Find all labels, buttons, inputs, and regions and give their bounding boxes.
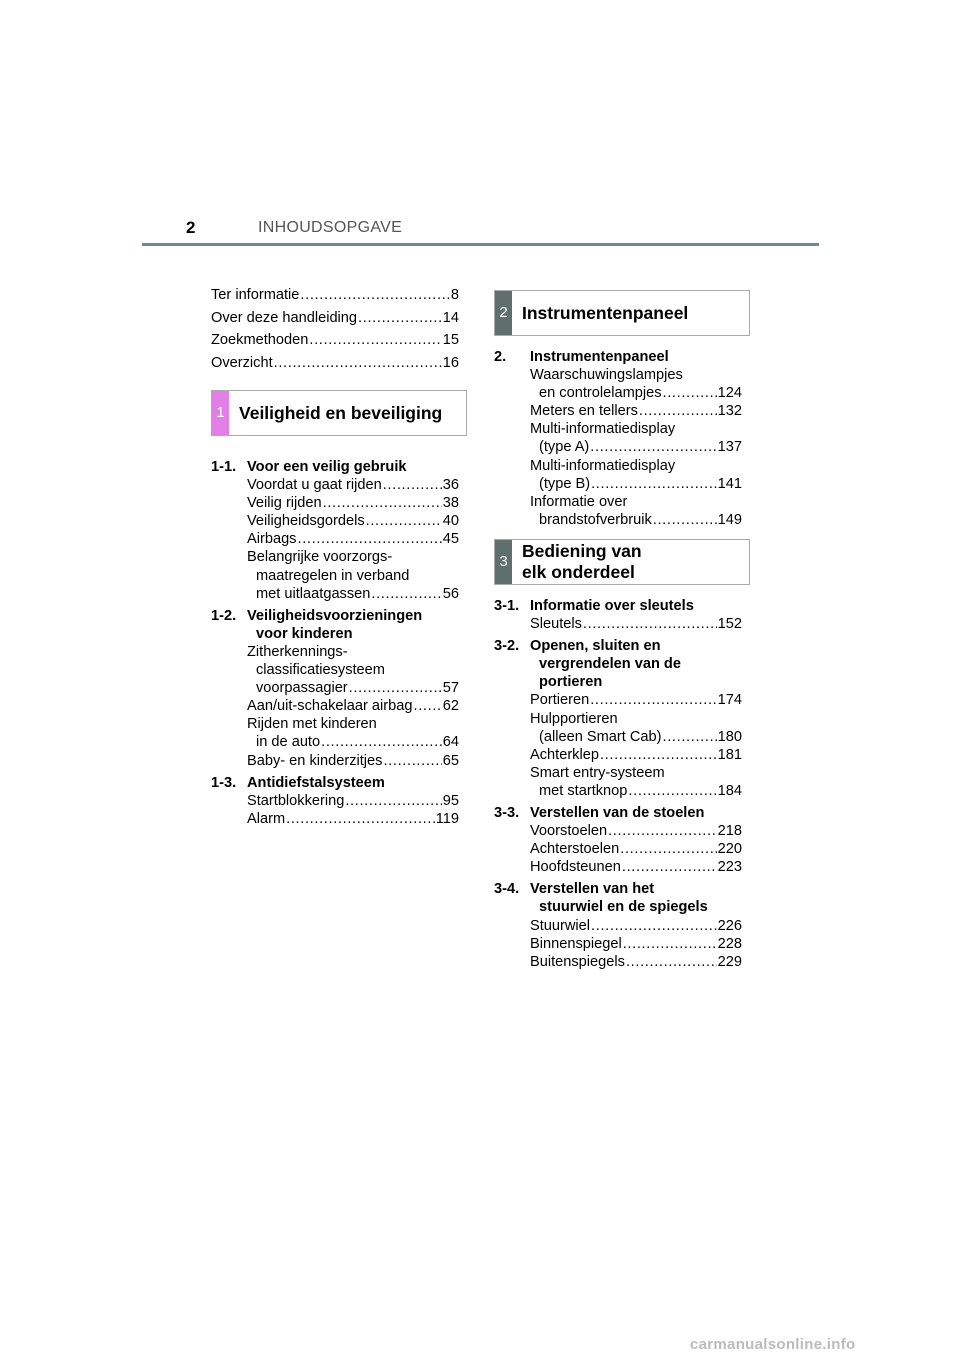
section-title [247,607,459,643]
toc-entry-line [247,530,459,548]
section-title-line: stuurwiel en de spiegels [539,899,708,916]
toc-entry-line [247,494,459,512]
toc-entry-page: 181 [717,746,742,763]
section-1-3 [211,774,459,828]
section-title-line: Openen, sluiten en [530,638,661,655]
toc-entry-page: 56 [442,585,459,602]
toc-entry[interactable] [530,457,742,493]
toc-entry-page: 38 [442,495,459,512]
toc-entry-label: Achterstoelen [530,841,620,858]
page-header [0,0,960,250]
toc-entry-page: 184 [717,782,742,799]
toc-entry-label: Hoofdsteunen [530,859,621,876]
toc-entry[interactable] [247,697,459,715]
toc-entry-label: Zoekmethoden [211,332,309,348]
toc-entry-page: 119 [435,810,459,827]
section-1-1 [211,458,459,603]
toc-entry-label: Rijden met kinderen [247,716,377,733]
section-2 [494,348,742,529]
toc-entry-label: Hulpportieren [530,710,618,727]
leader-dots [639,402,717,420]
toc-entry-page: 95 [442,792,459,809]
toc-entry-page: 149 [717,511,742,528]
toc-entry-line [247,512,459,530]
chapter-title-line: elk onderdeel [522,561,635,582]
leader-dots [286,810,435,828]
toc-entry-page: 36 [442,477,459,494]
section-title-line: Voor een veilig gebruik [247,459,407,475]
section-entries [494,366,742,529]
section-title [530,880,742,916]
toc-entry-page: 229 [717,953,742,970]
toc-entry[interactable] [530,402,742,420]
chapter-title-line: Bediening van [522,540,642,561]
toc-entry-line [530,935,742,953]
section-entries [494,615,742,633]
toc-entry-page: 16 [442,354,459,371]
toc-entry-line [247,643,459,661]
toc-entry-line [530,917,742,935]
section-title-line: Veiligheidsvoorzieningen [247,607,423,624]
toc-left-column [211,286,459,828]
section-number: 3-2. [494,638,520,655]
leader-dots [383,476,442,494]
toc-entry-page: 180 [717,728,742,745]
section-title [247,774,459,792]
section-title [530,348,742,366]
toc-entry-label: voorpassagier [256,680,348,697]
leader-dots [300,286,449,304]
toc-entry-page: 152 [717,616,742,633]
toc-entry-label: met startknop [539,782,628,799]
leader-dots [321,733,442,751]
toc-entry[interactable] [530,691,742,709]
toc-entry-page: 64 [442,734,459,751]
toc-entry-label: Voorstoelen [530,823,608,840]
toc-entry-label: Multi-informatiedisplay [530,421,676,438]
toc-entry-line [530,511,742,529]
toc-entry-page: 132 [717,403,742,420]
toc-entry-page: 40 [442,513,459,530]
toc-entry-line [530,691,742,709]
chapter-number-tab: 2 [495,291,512,335]
toc-entry-line [530,384,742,402]
toc-entry-page: 45 [442,531,459,548]
toc-entry[interactable] [530,764,742,800]
section-entries [494,822,742,876]
leader-dots [309,331,441,349]
section-number: 1-1. [211,459,237,475]
section-3-1 [494,597,742,633]
toc-entry-line [530,402,742,420]
toc-right-column [494,290,742,971]
leader-dots [371,585,441,603]
section-heading[interactable] [494,637,742,691]
toc-entry[interactable] [530,858,742,876]
toc-entry-label: classificatiesysteem [256,662,385,679]
section-title-line: portieren [539,674,603,691]
toc-entry-line [530,746,742,764]
toc-entry[interactable] [530,746,742,764]
toc-entry-label: brandstofverbruik [539,511,652,528]
toc-entry-label: Smart entry-systeem [530,764,665,781]
section-heading[interactable] [494,348,742,366]
toc-entry-label: Meters en tellers [530,403,638,420]
toc-entry-line [530,840,742,858]
toc-entry[interactable] [530,493,742,529]
toc-entry-line [247,715,459,733]
toc-entry-label: Buitenspiegels [530,953,625,970]
leader-dots [591,475,717,493]
toc-entry-page: 14 [442,309,459,326]
toc-entry-line [530,420,742,438]
leader-dots [349,679,442,697]
chapter-title-line: Veiligheid en beveiliging [239,402,443,423]
toc-entry-label: Portieren [530,692,590,709]
page-number: 2 [186,218,196,237]
section-number: 3-1. [494,597,520,614]
watermark: carmanualsonline.info [690,1336,856,1353]
toc-entry-label: Stuurwiel [530,917,591,934]
leader-dots [620,840,716,858]
toc-entry-line [530,475,742,493]
section-heading[interactable] [494,804,742,822]
leader-dots [653,511,717,529]
leader-dots [414,697,442,715]
section-1-2 [211,607,459,770]
section-entries [211,792,459,828]
toc-entry-page: 141 [717,475,742,492]
toc-entry-page: 174 [717,692,742,709]
toc-entry[interactable] [530,953,742,971]
section-3-3 [494,804,742,876]
toc-entry-page: 15 [442,332,459,348]
section-number: 1-3. [211,774,237,791]
toc-entry-page: 228 [717,935,742,952]
toc-entry[interactable] [247,715,459,751]
toc-entry-label: Zitherkennings- [247,643,348,660]
toc-entry-line [530,858,742,876]
section-title [530,637,742,691]
section-heading[interactable] [211,458,459,476]
toc-entry-page: 57 [442,680,459,697]
toc-entry-page: 137 [717,439,742,456]
toc-entry-label: Sleutels [530,616,582,633]
toc-entry-label: Baby- en kinderzitjes [247,752,383,769]
toc-entry-line [247,752,459,770]
toc-entry-label: Veiligheidsgordels [247,513,365,530]
toc-entry-line [247,476,459,494]
toc-entry-line [530,457,742,475]
toc-entry-line [530,710,742,728]
toc-entry-label: in de auto [256,734,321,751]
toc-entry-label: met uitlaatgassen [256,585,371,602]
toc-entry[interactable] [530,822,742,840]
leader-dots [663,384,717,402]
leader-dots [662,728,716,746]
toc-entry-label: (type A) [539,439,590,456]
toc-entry-line [247,661,459,679]
section-heading[interactable] [211,774,459,792]
toc-entry[interactable] [247,512,459,530]
toc-entry-line [530,366,742,384]
toc-entry-page: 220 [717,841,742,858]
leader-dots [358,309,442,327]
leader-dots [323,494,442,512]
toc-entry-label: Alarm [247,810,286,827]
toc-entry[interactable] [247,810,459,828]
section-entries [494,917,742,971]
leader-dots [345,792,441,810]
leader-dots [628,782,716,800]
toc-entry-line [530,615,742,633]
toc-entry[interactable] [247,792,459,810]
page-title: INHOUDSOPGAVE [258,219,403,236]
leader-dots [366,512,442,530]
toc-entry-label: Multi-informatiedisplay [530,457,676,474]
section-title-line: Verstellen van het [530,881,655,898]
toc-entry-line [530,728,742,746]
leader-dots [591,917,717,935]
toc-entry-line [530,822,742,840]
toc-entry[interactable] [530,840,742,858]
chapter-title [229,391,452,435]
section-number: 2. [494,349,507,365]
toc-entry-label: Achterklep [530,746,599,763]
section-title-line: voor kinderen [256,625,353,642]
toc-entry-page: 226 [717,917,742,934]
toc-entry-line [247,548,459,566]
toc-entry-label: Ter informatie [211,287,300,303]
toc-entry[interactable] [530,917,742,935]
section-heading[interactable] [494,880,742,916]
toc-entry-label: Belangrijke voorzorgs- [247,549,393,566]
toc-entry[interactable] [211,331,459,354]
toc-entry-page: 62 [442,698,459,715]
toc-entry-line [530,438,742,456]
section-heading[interactable] [494,597,742,615]
chapter-title [512,540,652,584]
section-entries [494,691,742,800]
toc-entry[interactable] [247,494,459,512]
toc-entry[interactable] [530,420,742,456]
leader-dots [608,822,717,840]
leader-dots [590,691,716,709]
section-heading[interactable] [211,607,459,643]
toc-entry-label: Aan/uit-schakelaar airbag [247,698,413,715]
section-3-4 [494,880,742,970]
leader-dots [623,935,717,953]
toc-entry[interactable] [530,710,742,746]
toc-entry-line [247,679,459,697]
toc-entry[interactable] [530,366,742,402]
toc-entry-label: Startblokkering [247,792,345,809]
toc-entry-line [247,810,459,828]
section-number: 3-4. [494,881,520,898]
leader-dots [583,615,717,633]
toc-entry-label: maatregelen in verband [256,567,410,584]
section-entries [211,476,459,603]
toc-entry-page: 65 [442,752,459,769]
chapter-title-line: Instrumentenpaneel [522,302,689,323]
toc-entry-label: en controlelampjes [539,385,662,402]
toc-entry-label: (type B) [539,475,591,492]
toc-entry[interactable] [247,476,459,494]
chapter-number-tab: 1 [212,391,229,435]
toc-entry[interactable] [530,615,742,633]
section-title [247,458,459,476]
section-number: 3-3. [494,804,520,821]
chapter-box-2[interactable] [494,290,750,336]
leader-dots [383,752,441,770]
toc-entry[interactable] [211,354,459,377]
toc-entry-page: 8 [450,287,459,303]
front-matter-list [211,286,459,376]
toc-entry-label: Veilig rijden [247,495,322,512]
toc-entry[interactable] [211,309,459,332]
toc-entry-label: Airbags [247,531,297,548]
toc-entry-line [530,493,742,511]
section-title-line: Instrumentenpaneel [530,349,669,365]
section-title-line: vergrendelen van de [539,656,681,673]
toc-entry-line [247,697,459,715]
section-number: 1-2. [211,607,237,624]
toc-entry-line [247,585,459,603]
chapter-box-3[interactable] [494,539,750,585]
toc-entry-page: 218 [717,823,742,840]
toc-entry-line [530,764,742,782]
leader-dots [626,953,717,971]
toc-entry-label: (alleen Smart Cab) [539,728,662,745]
toc-entry-page: 124 [717,385,742,402]
leader-dots [274,354,442,372]
toc-entry[interactable] [247,752,459,770]
section-title-line: Informatie over sleutels [530,597,694,614]
toc-entry-label: Informatie over [530,493,628,510]
toc-entry[interactable] [247,548,459,602]
leader-dots [590,438,716,456]
toc-entry[interactable] [530,935,742,953]
toc-entry-line [247,567,459,585]
header-rule [142,243,819,246]
toc-entry-label: Waarschuwingslampjes [530,367,683,384]
toc-entry-page: 223 [717,859,742,876]
leader-dots [297,530,441,548]
toc-entry[interactable] [211,286,459,309]
toc-entry[interactable] [247,643,459,697]
toc-entry-label: Overzicht [211,354,273,371]
leader-dots [600,746,717,764]
chapter-number-tab: 3 [495,540,512,584]
toc-entry-line [530,953,742,971]
section-title [530,804,742,822]
chapter-box-1[interactable] [211,390,467,436]
section-entries [211,643,459,770]
section-title [530,597,742,615]
toc-entry-line [247,733,459,751]
toc-entry-label: Voordat u gaat rijden [247,477,382,494]
toc-entry-label: Over deze handleiding [211,309,358,326]
section-title-line: Verstellen van de stoelen [530,804,705,821]
chapter-title [512,291,698,335]
section-title-line: Antidiefstalsysteem [247,774,385,791]
toc-entry-label: Binnenspiegel [530,935,622,952]
toc-entry[interactable] [247,530,459,548]
toc-entry-line [247,792,459,810]
leader-dots [622,858,717,876]
toc-entry-line [530,782,742,800]
section-3-2 [494,637,742,800]
